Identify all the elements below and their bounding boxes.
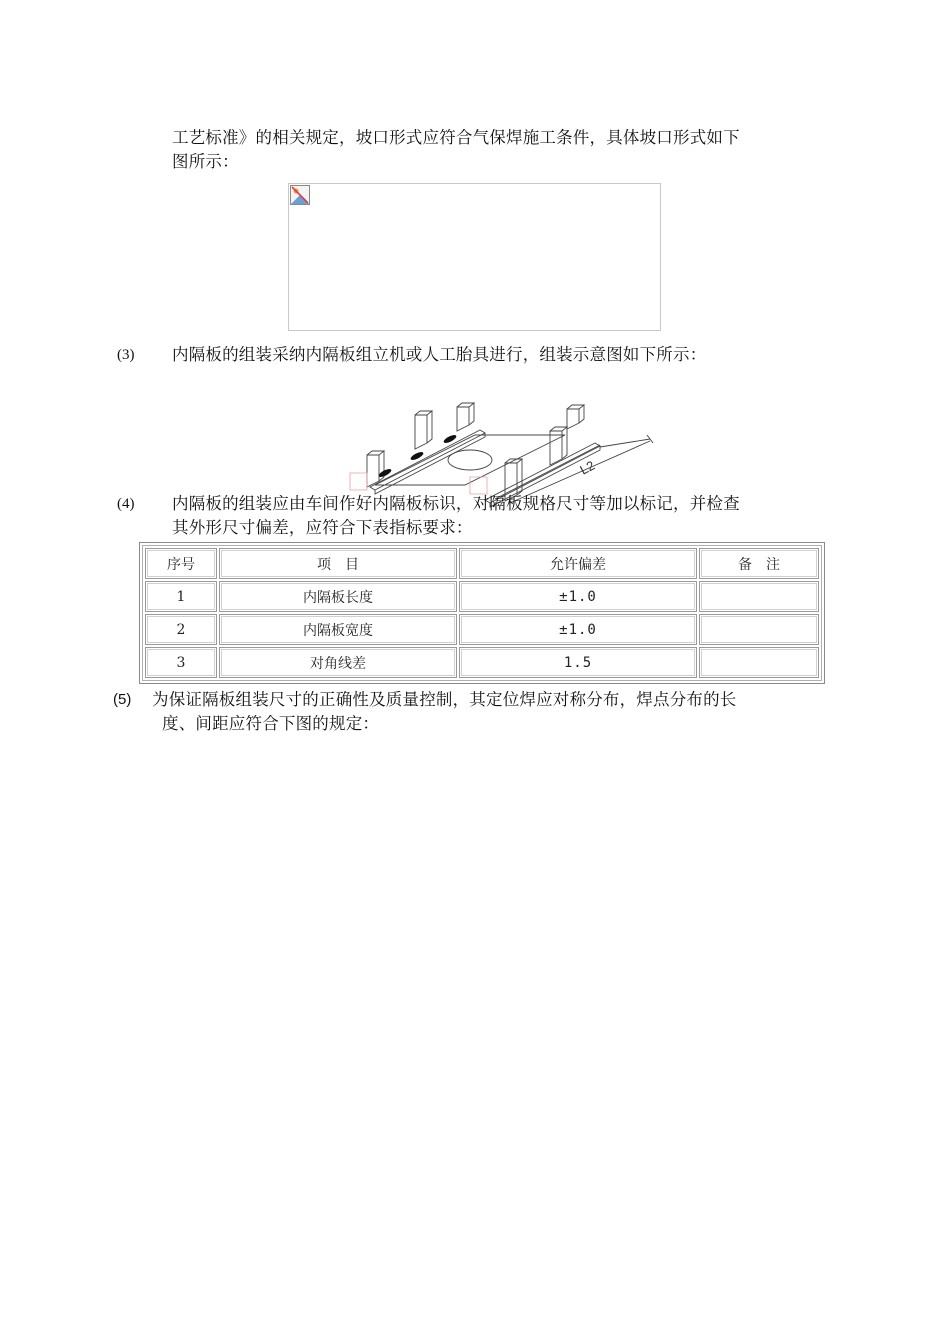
item4-line-2: 其外形尺寸偏差，应符合下表指标要求： xyxy=(172,518,473,537)
item5-line-1: 为保证隔板组装尺寸的正确性及质量控制，其定位焊应对称分布，焊点分布的长 xyxy=(152,690,737,709)
item5-line-2: 度、间距应符合下图的规定： xyxy=(162,714,380,733)
broken-image-icon xyxy=(290,185,310,205)
table-row xyxy=(145,647,819,678)
item4-line-1: 内隔板的组装应由车间作好内隔板标识，对隔板规格尺寸等加以标记，并检查 xyxy=(172,494,740,513)
cell-index: 2 xyxy=(145,614,217,645)
cell-remark xyxy=(699,647,819,678)
tolerance-table xyxy=(139,542,825,684)
header-index: 序号 xyxy=(145,548,217,579)
intro-line-2: 图所示： xyxy=(172,152,239,171)
cell-remark xyxy=(699,614,819,645)
cell-item: 内隔板宽度 xyxy=(219,614,457,645)
cell-tolerance: 1.5 xyxy=(459,647,697,678)
cell-tolerance: ±1.0 xyxy=(459,614,697,645)
item3-text: 内隔板的组装采纳内隔板组立机或人工胎具进行，组装示意图如下所示： xyxy=(172,345,707,364)
dimension-label: L2 xyxy=(577,457,598,478)
item5-number: (5) xyxy=(113,691,132,708)
header-remark: 备 注 xyxy=(699,548,819,579)
table-row xyxy=(145,581,819,612)
header-tolerance: 允许偏差 xyxy=(459,548,697,579)
header-item: 项 目 xyxy=(219,548,457,579)
table-header-row xyxy=(145,548,819,579)
bevel-figure-placeholder xyxy=(288,183,661,331)
cell-item: 内隔板长度 xyxy=(219,581,457,612)
cell-remark xyxy=(699,581,819,612)
item3-number: (3) xyxy=(117,347,135,363)
cell-index: 3 xyxy=(145,647,217,678)
intro-line-1: 工艺标准》的相关规定，坡口形式应符合气保焊施工条件，具体坡口形式如下 xyxy=(172,128,740,147)
table-row xyxy=(145,614,819,645)
cell-item: 对角线差 xyxy=(219,647,457,678)
item4-number: (4) xyxy=(117,496,135,512)
cell-tolerance: ±1.0 xyxy=(459,581,697,612)
cell-index: 1 xyxy=(145,581,217,612)
